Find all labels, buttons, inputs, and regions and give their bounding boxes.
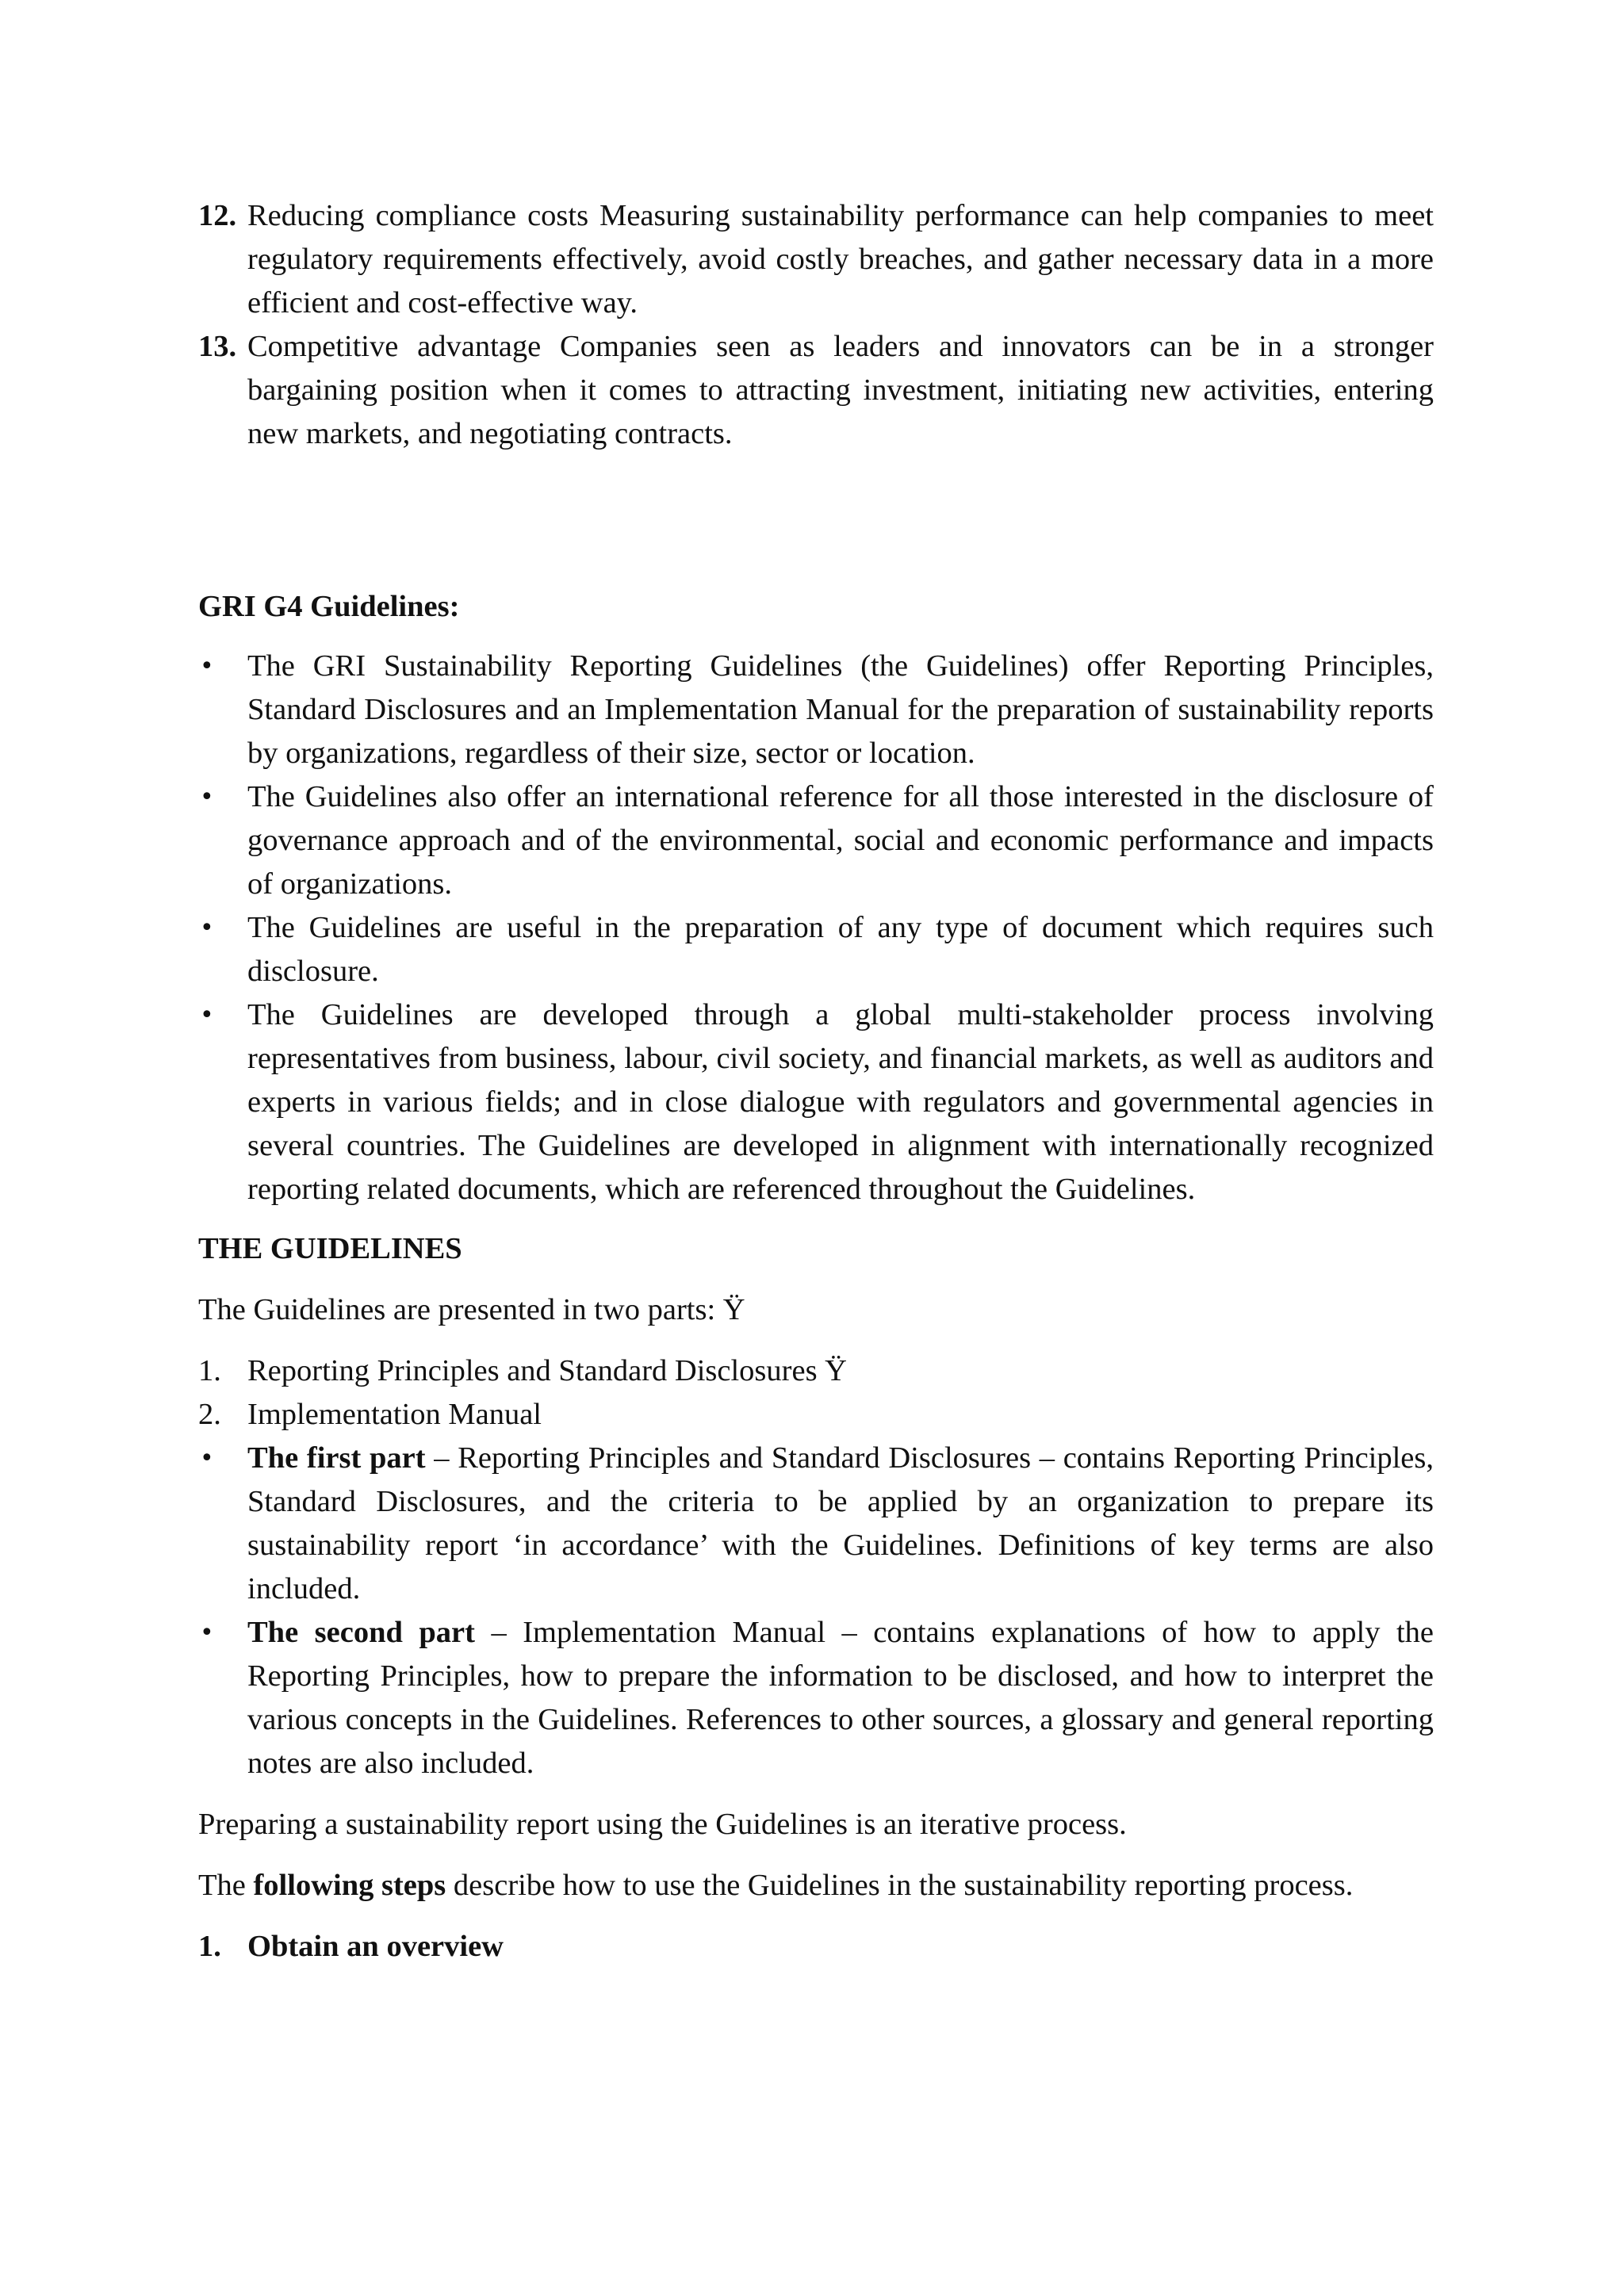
gri-bullet-list	[198, 645, 1434, 1211]
bullet-item-second-part	[198, 1611, 1434, 1785]
steps-text-before: The	[198, 1869, 254, 1902]
bullet-icon: •	[200, 1619, 214, 1647]
bullet-text: The GRI Sustainability Reporting Guidelines (the Guidelines) offer Reporting Principles, Standard Disclosures and an Implementation Manual for the preparation of sustainability reports by organizations, regardless of their size, sector or location.	[247, 649, 1434, 770]
item-number: 12.	[198, 199, 237, 232]
parts-bullet-list	[198, 1437, 1434, 1785]
item-number: 13.	[198, 330, 237, 363]
bullet-item	[198, 775, 1434, 906]
bullet-icon: •	[200, 914, 214, 942]
item-text: Implementation Manual	[247, 1398, 542, 1431]
bullet-lead: The second part	[247, 1616, 475, 1649]
bullet-item	[198, 645, 1434, 775]
intro-paragraph: The Guidelines are presented in two parts: Ÿ	[198, 1293, 745, 1326]
bullet-item	[198, 993, 1434, 1211]
step-title: Obtain an overview	[247, 1930, 504, 1963]
document-page	[198, 194, 1434, 1969]
steps-text-after: describe how to use the Guidelines in the sustainability reporting process.	[446, 1869, 1354, 1902]
bullet-icon: •	[200, 652, 214, 680]
bullet-lead: The first part	[247, 1441, 426, 1475]
section-heading-gri-g4: GRI G4 Guidelines:	[198, 590, 460, 623]
bullet-text: – Implementation Manual – contains explanations of how to apply the Reporting Principles, how to prepare the information to be disclosed, and how to interpret the various concepts in the Guidelines. References to other sources, a glossary and general reporting notes are also included.	[247, 1616, 1434, 1780]
item-text: Reducing compliance costs Measuring sustainability performance can help companies to meet regulatory requirements effectively, avoid costly breaches, and gather necessary data in a more efficient and cost-effective way.	[247, 199, 1434, 320]
bullet-icon: •	[200, 783, 214, 811]
parts-list-item	[198, 1349, 1434, 1393]
numbered-item-12	[198, 194, 1434, 325]
steps-paragraph	[198, 1864, 1434, 1908]
bullet-text: The Guidelines are developed through a global multi-stakeholder process involving representatives from business, labour, civil society, and financial markets, as well as auditors and experts in various fields; and in close dialogue with regulators and governmental agencies in several countries. The Guidelines are developed in alignment with internationally recognized reporting related documents, which are referenced throughout the Guidelines.	[247, 998, 1434, 1206]
bullet-text: The Guidelines are useful in the preparation of any type of document which requires such disclosure.	[247, 911, 1434, 988]
bullet-item	[198, 906, 1434, 993]
item-number: 1.	[198, 1354, 221, 1387]
numbered-item-13	[198, 325, 1434, 456]
bullet-text: The Guidelines also offer an international reference for all those interested in the disclosure of governance approach and of the environmental, social and economic performance and impacts of organizations.	[247, 780, 1434, 901]
bullet-icon: •	[200, 1001, 214, 1029]
item-number: 2.	[198, 1398, 221, 1431]
parts-list-item	[198, 1393, 1434, 1437]
item-text: Reporting Principles and Standard Disclosures Ÿ	[247, 1354, 847, 1387]
item-text: Competitive advantage Companies seen as leaders and innovators can be in a stronger bargaining position when it comes to attracting investment, initiating new activities, entering new markets, and negotiating contracts.	[247, 330, 1434, 450]
bullet-item-first-part	[198, 1437, 1434, 1611]
section-heading-the-guidelines: THE GUIDELINES	[198, 1232, 462, 1265]
bullet-icon: •	[200, 1445, 214, 1472]
step-heading-1	[198, 1925, 1434, 1969]
steps-text-bold: following steps	[253, 1869, 446, 1902]
bullet-text: – Reporting Principles and Standard Disclosures – contains Reporting Principles, Standard Disclosures, and the criteria to be applied by an organization to prepare its sustainability report ‘in accordance’ with the Guidelines. Definitions of key terms are also included.	[247, 1441, 1434, 1605]
step-number: 1.	[198, 1930, 221, 1963]
parts-numbered-list	[198, 1349, 1434, 1437]
iterative-paragraph: Preparing a sustainability report using the Guidelines is an iterative process.	[198, 1808, 1127, 1841]
